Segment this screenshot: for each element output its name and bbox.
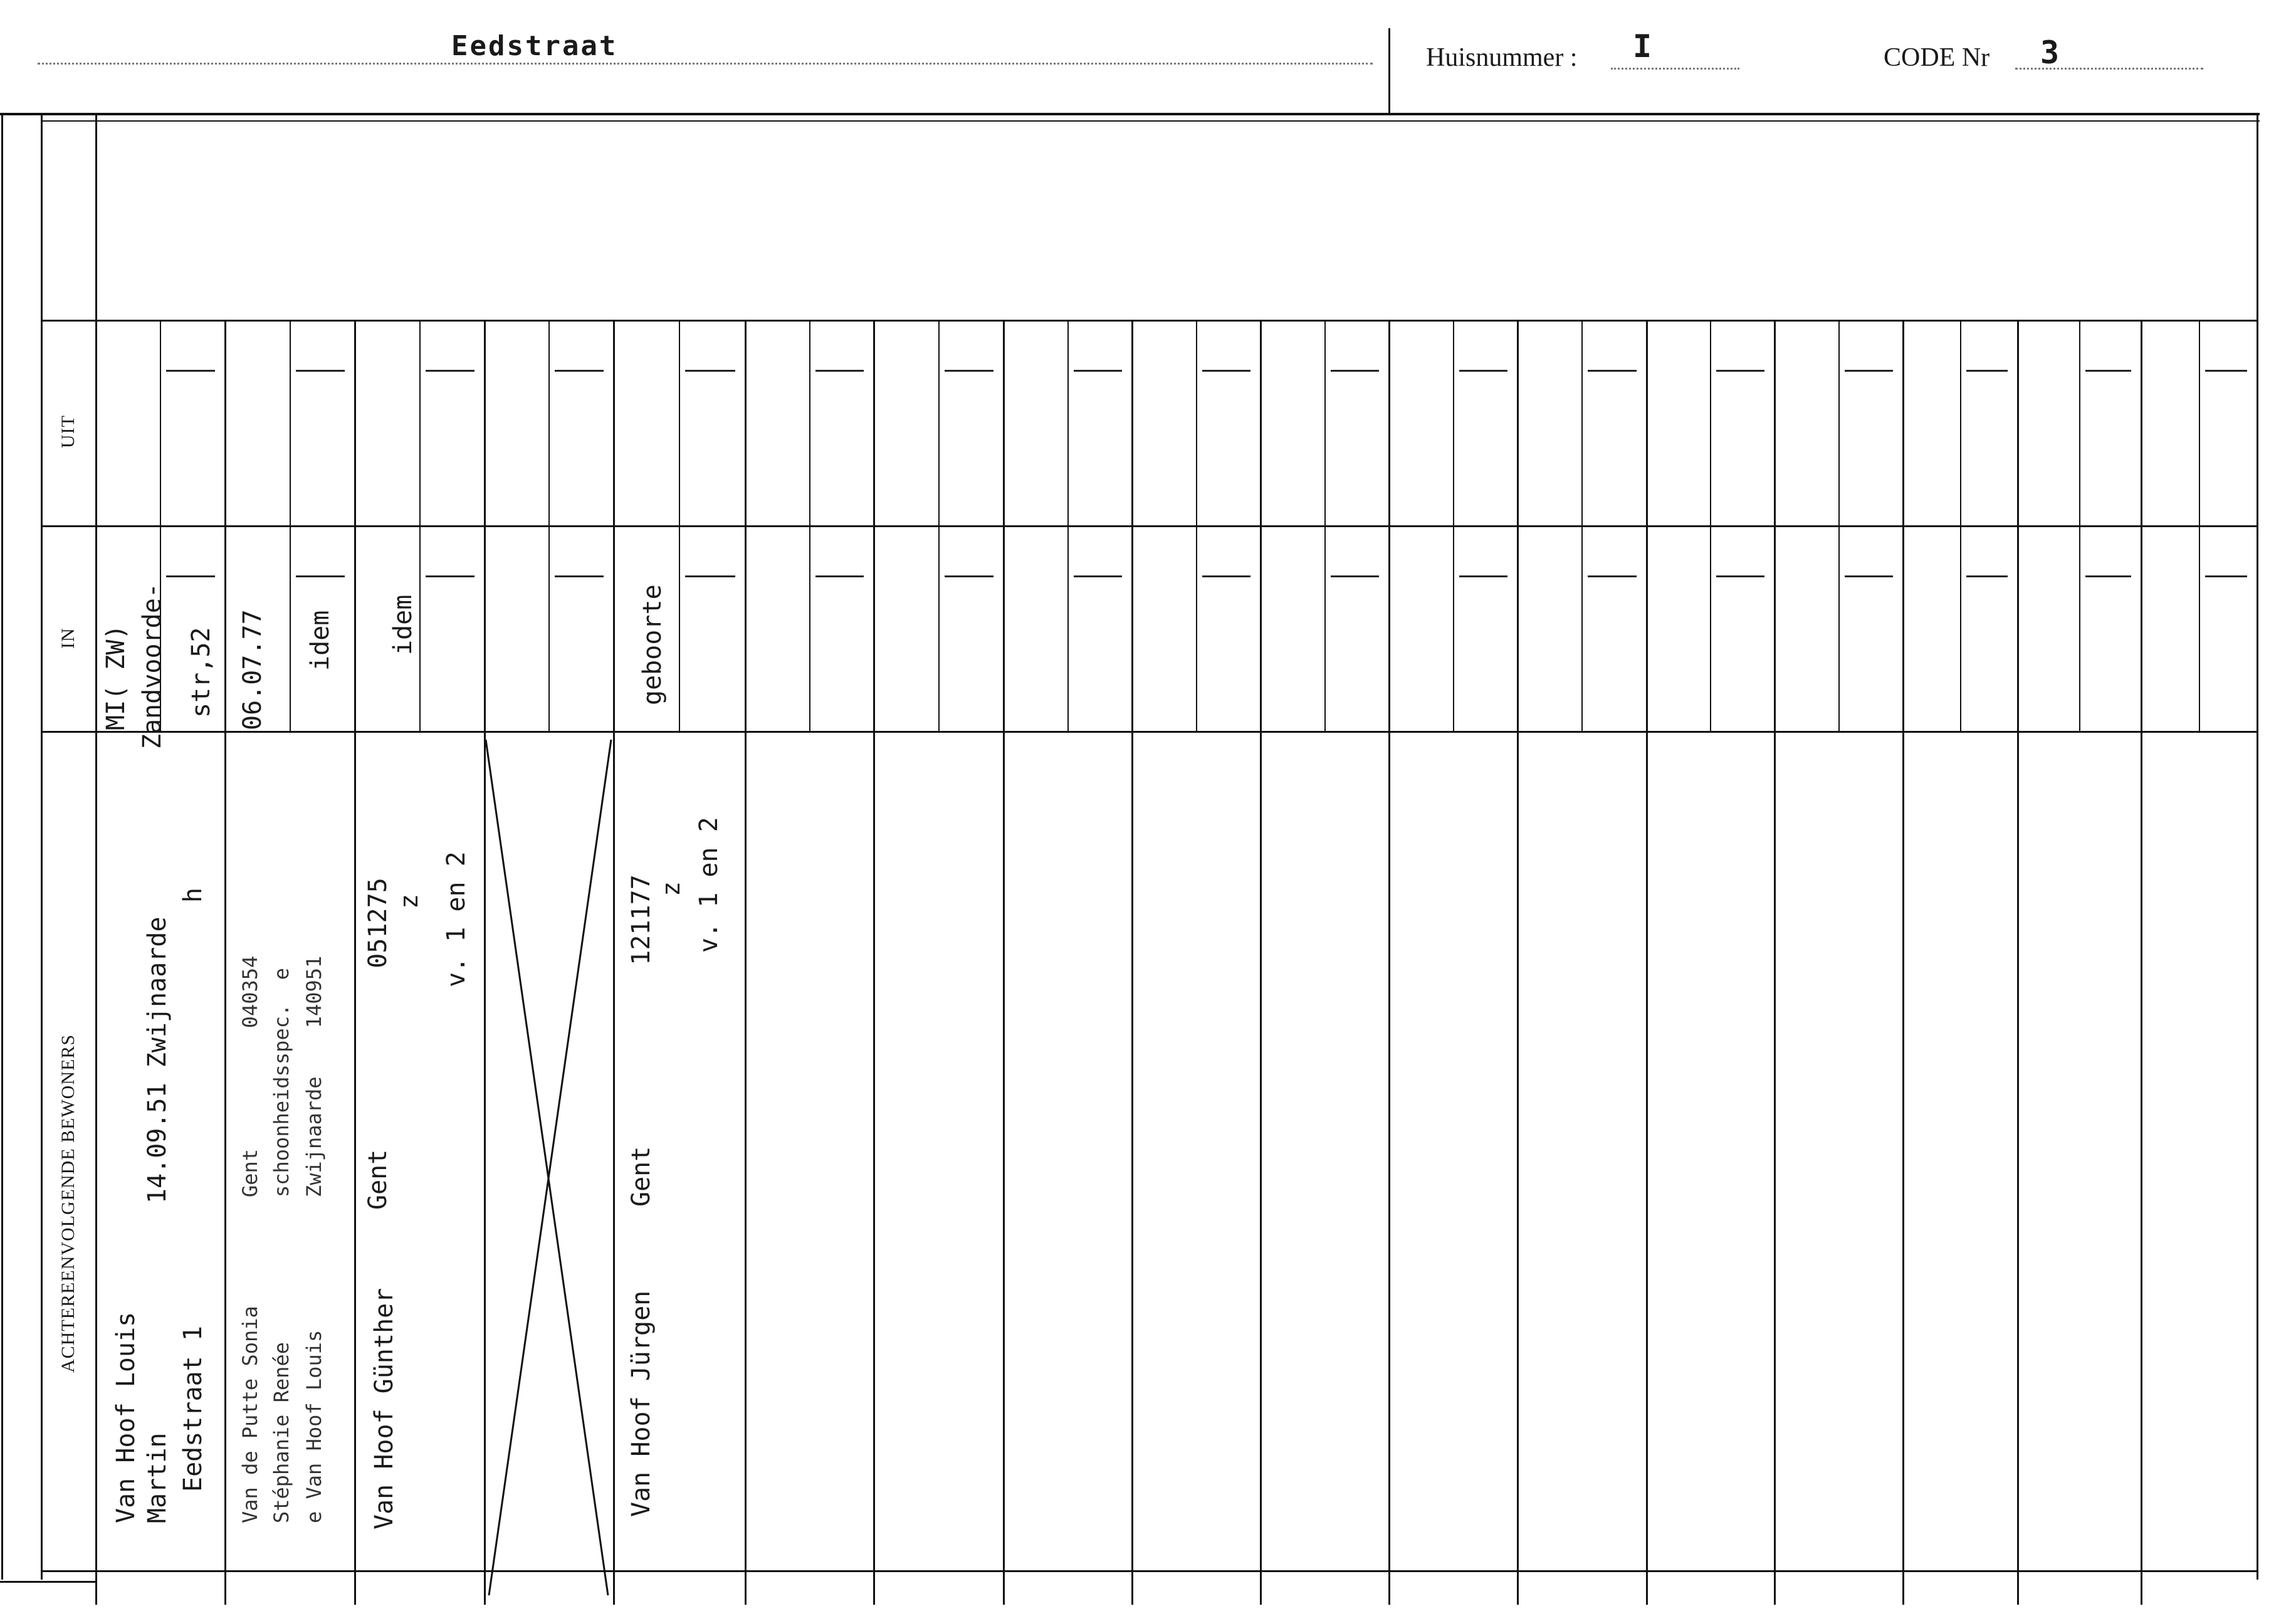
- empty-field-dash: [1202, 575, 1250, 577]
- sub-column-separator: [1067, 320, 1069, 731]
- empty-field-dash: [166, 575, 215, 577]
- resident-1-name-line-1: Van Hoof Louis: [112, 1311, 140, 1523]
- resident-4-relation: v. 1 en 2: [695, 817, 723, 953]
- column-separator: [873, 320, 875, 1605]
- column-separator: [1902, 320, 1904, 1605]
- empty-field-dash: [1716, 575, 1764, 577]
- empty-field-dash: [166, 370, 215, 372]
- header-divider: [1388, 28, 1390, 113]
- column-separator: [95, 320, 97, 1605]
- code-number-dotted-line: [2015, 68, 2203, 70]
- row-divider-bewoners: [41, 731, 2258, 733]
- column-separator: [745, 320, 747, 1605]
- resident-4-mark: z: [657, 881, 686, 896]
- frame-left-inner: [41, 113, 43, 1580]
- resident-3-birth: Gent 051275: [364, 878, 392, 1210]
- sub-column-separator: [2079, 320, 2080, 731]
- empty-field-dash: [815, 575, 864, 577]
- sub-column-separator: [290, 320, 291, 731]
- resident-1-mark: h: [179, 887, 207, 903]
- empty-field-dash: [1966, 575, 2008, 577]
- empty-field-dash: [945, 575, 993, 577]
- house-number-dotted-line: [1611, 68, 1739, 70]
- sub-column-separator: [809, 320, 810, 731]
- resident-3-relation: v. 1 en 2: [442, 851, 471, 987]
- empty-field-dash: [296, 575, 345, 577]
- sub-column-separator: [548, 320, 550, 731]
- empty-field-dash: [1459, 575, 1507, 577]
- frame-top: [0, 113, 2260, 115]
- resident-2-birth-line-1: Gent 040354: [238, 955, 262, 1197]
- sub-column-separator: [1710, 320, 1711, 731]
- resident-4-in: geboorte: [638, 584, 667, 705]
- empty-field-dash: [426, 370, 474, 372]
- sub-column-separator: [679, 320, 680, 731]
- empty-field-dash: [1588, 370, 1637, 372]
- sub-column-separator: [1324, 320, 1326, 731]
- column-separator: [2141, 320, 2142, 1605]
- column-separator: [1260, 320, 1262, 1605]
- sub-column-separator: [1838, 320, 1840, 731]
- empty-field-dash: [555, 370, 604, 372]
- empty-field-dash: [426, 575, 474, 577]
- code-number-value: 3: [2040, 34, 2060, 71]
- row-divider-uit: [41, 320, 2258, 322]
- resident-4-name: Van Hoof Jürgen: [627, 1290, 656, 1517]
- street-dotted-line: [38, 63, 1373, 65]
- column-separator: [354, 320, 356, 1605]
- column-separator: [1646, 320, 1648, 1605]
- resident-1-in-line-2: Zandvoorde-: [138, 583, 167, 749]
- resident-2-name-line-1: Van de Putte Sonia: [238, 1306, 262, 1523]
- empty-field-dash: [296, 370, 345, 372]
- resident-1-birth: 14.09.51 Zwijnaarde: [143, 916, 172, 1204]
- empty-field-dash: [1588, 575, 1637, 577]
- column-separator: [1388, 320, 1390, 1605]
- column-separator: [224, 320, 226, 1605]
- empty-field-dash: [2205, 370, 2247, 372]
- empty-field-dash: [1331, 575, 1379, 577]
- empty-field-dash: [1845, 370, 1893, 372]
- sub-column-separator: [2199, 320, 2200, 731]
- empty-field-dash: [685, 370, 735, 372]
- column-separator: [1774, 320, 1776, 1605]
- frame-bottom: [41, 1570, 2258, 1572]
- empty-field-dash: [1716, 370, 1764, 372]
- sub-column-separator: [938, 320, 940, 731]
- empty-field-dash: [2085, 370, 2131, 372]
- resident-2-name-line-2: Stéphanie Renée: [270, 1342, 293, 1523]
- column-separator: [1131, 320, 1133, 1605]
- empty-field-dash: [945, 370, 993, 372]
- empty-field-dash: [1202, 370, 1250, 372]
- resident-1-address: Eedstraat 1: [179, 1326, 207, 1492]
- resident-2-in-date: 06.07.77: [238, 609, 267, 730]
- column-separator: [2017, 320, 2019, 1605]
- resident-3-mark: z: [395, 893, 424, 909]
- empty-field-dash: [815, 370, 864, 372]
- resident-1-in-line-3: str,52: [187, 627, 216, 718]
- column-separator: [1003, 320, 1005, 1605]
- sub-column-separator: [419, 320, 421, 731]
- empty-field-dash: [1074, 370, 1122, 372]
- resident-2-in-idem: idem: [306, 610, 335, 671]
- house-number-value: I: [1633, 28, 1652, 65]
- empty-field-dash: [2205, 575, 2247, 577]
- street-name: Eedstraat: [451, 30, 618, 62]
- row-label-uit: UIT: [58, 415, 78, 448]
- empty-field-dash: [555, 575, 604, 577]
- row-label-bewoners: ACHTEREENVOLGENDE BEWONERS: [58, 1034, 78, 1373]
- row-label-in: IN: [58, 627, 78, 649]
- resident-2-birth-line-2: schoonheidsspec. e: [270, 967, 293, 1197]
- house-number-label: Huisnummer :: [1426, 43, 1578, 72]
- resident-3-name: Van Hoof Günther: [370, 1288, 399, 1529]
- frame-left: [1, 113, 3, 1580]
- empty-field-dash: [1074, 575, 1122, 577]
- sub-column-separator: [1453, 320, 1454, 731]
- resident-2-birth-line-3: Zwijnaarde 140951: [302, 955, 326, 1197]
- resident-1-in-line-1: MI( ZW): [102, 624, 130, 730]
- resident-1-name-line-2: Martin: [143, 1432, 172, 1523]
- empty-field-dash: [1845, 575, 1893, 577]
- empty-field-dash: [1459, 370, 1507, 372]
- resident-4-birth: Gent 121177: [627, 874, 656, 1207]
- resident-2-name-line-3: e Van Hoof Louis: [302, 1330, 326, 1523]
- frame-top-inner: [41, 120, 2260, 122]
- sub-column-separator: [1581, 320, 1583, 731]
- empty-field-dash: [2085, 575, 2131, 577]
- empty-field-dash: [1966, 370, 2008, 372]
- row-divider-in: [41, 525, 2258, 527]
- sub-column-separator: [1960, 320, 1961, 731]
- frame-right: [2257, 113, 2258, 1580]
- code-number-label: CODE Nr: [1884, 43, 1990, 72]
- sub-column-separator: [1196, 320, 1197, 731]
- empty-field-dash: [1331, 370, 1379, 372]
- crossed-out-column: [483, 733, 617, 1598]
- empty-field-dash: [685, 575, 735, 577]
- resident-3-in-idem: idem: [389, 594, 417, 655]
- frame-bottom-outer: [0, 1581, 97, 1583]
- column-separator: [1517, 320, 1519, 1605]
